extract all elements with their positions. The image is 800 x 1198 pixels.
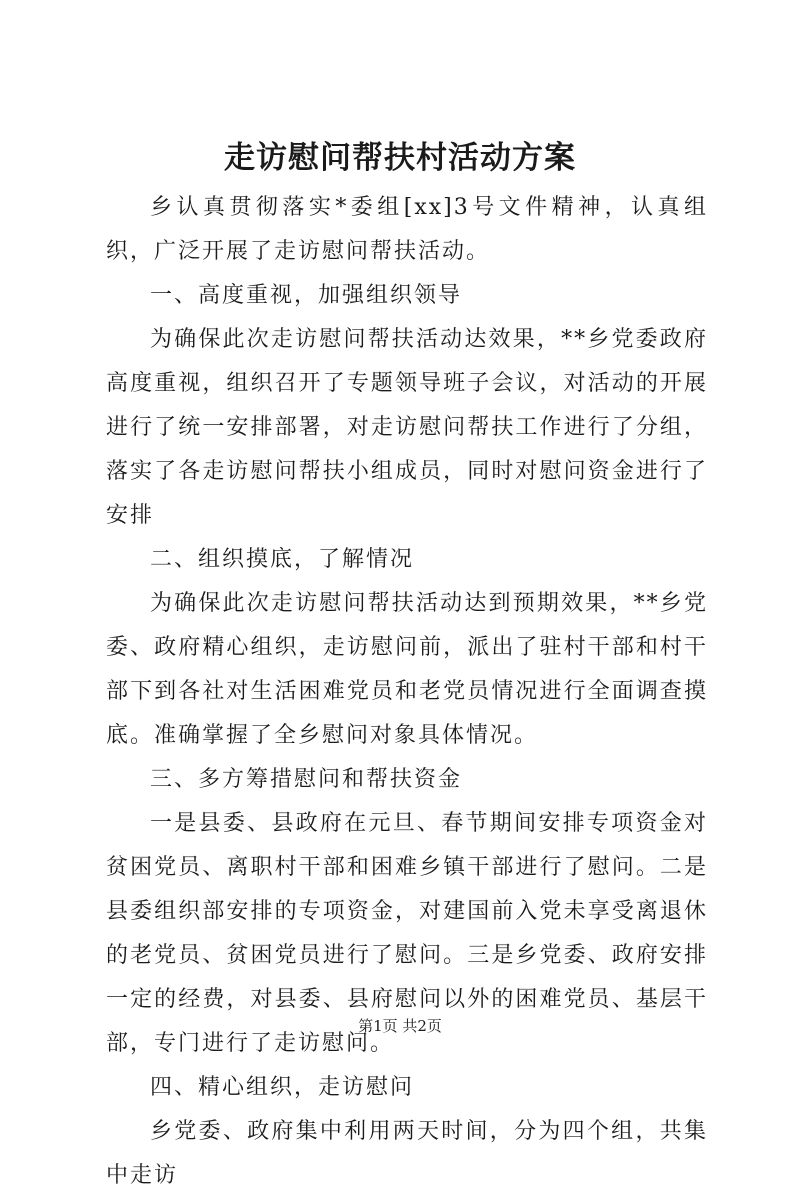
section-heading-4: 四、精心组织，走访慰问 (150, 1075, 415, 1100)
page-footer: 第1页 共2页 (358, 1017, 442, 1035)
paragraph-section-1: 为确保此次走访慰问帮扶活动达效果，**乡党委政府高度重视，组织召开了专题领导班子会议，对活动的开展进行了统一安排部署，对走访慰问帮扶工作进行了分组，落实了各走访慰问帮扶小组成员，同时对慰问资金进行了安排 (106, 327, 708, 528)
paragraph-section-4: 乡党委、政府集中利用两天时间，分为四个组，共集中走访 (106, 1119, 708, 1188)
section-heading-2: 二、组织摸底，了解情况 (150, 547, 415, 572)
paragraph-section-2: 为确保此次走访慰问帮扶活动达到预期效果，**乡党委、政府精心组织，走访慰问前，派出了驻村干部和村干部下到各社对生活困难党员和老党员情况进行全面调查摸底。准确掌握了全乡慰问对象具体情况。 (106, 591, 708, 748)
page-title: 走访慰问帮扶村活动方案 (224, 140, 576, 176)
section-heading-3: 三、多方筹措慰问和帮扶资金 (150, 767, 463, 792)
document-body (106, 186, 708, 1198)
paragraph-intro: 乡认真贯彻落实*委组[xx]3号文件精神，认真组织，广泛开展了走访慰问帮扶活动。 (106, 195, 708, 264)
paragraph-section-3: 一是县委、县政府在元旦、春节期间安排专项资金对贫困党员、离职村干部和困难乡镇干部进行了慰问。二是县委组织部安排的专项资金，对建国前入党未享受离退休的老党员、贫困党员进行了慰问。三是乡党委、政府安排一定的经费，对县委、县府慰问以外的困难党员、基层干部，专门进行了走访慰问。 (106, 811, 708, 1056)
section-heading-1: 一、高度重视，加强组织领导 (150, 283, 463, 308)
